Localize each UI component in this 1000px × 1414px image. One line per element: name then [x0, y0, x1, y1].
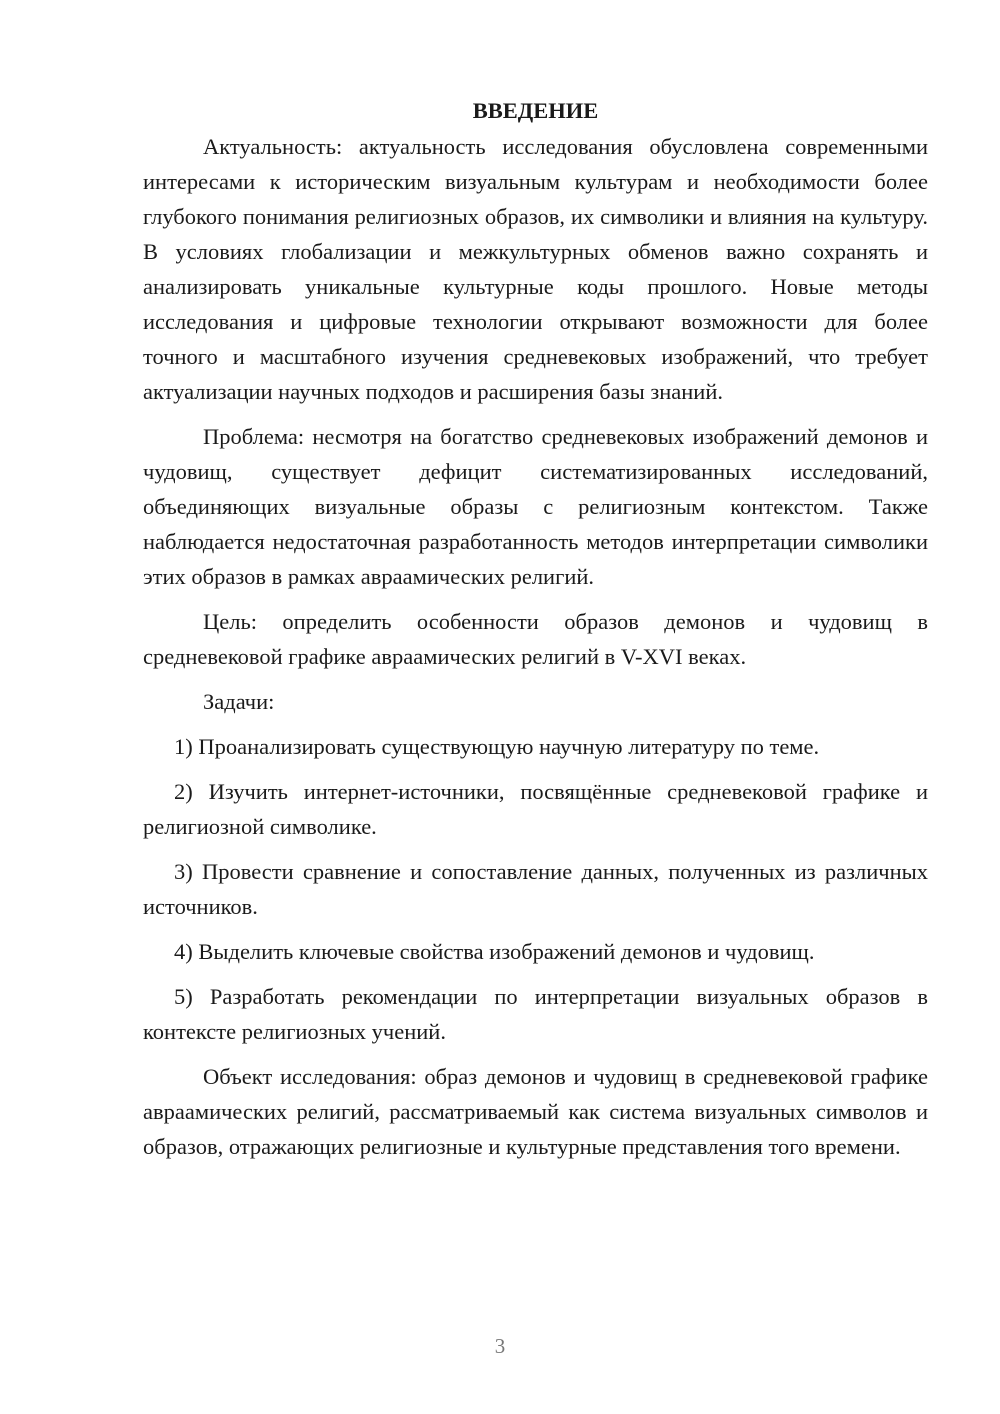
paragraph-object: Объект исследования: образ демонов и чудовищ в средневековой графике авраамических религий, рассматриваемый как система визуальных символов и образов, отражающих религиозные и культурные представления того времени. [143, 1064, 928, 1159]
page-content [143, 93, 928, 1174]
task-item-1: 1) Проанализировать существующую научную литературу по теме. [174, 734, 820, 759]
task-item-4: 4) Выделить ключевые свойства изображений демонов и чудовищ. [174, 939, 815, 964]
paragraph-problem: Проблема: несмотря на богатство средневековых изображений демонов и чудовищ, существует дефицит систематизированных исследований, объединяющих визуальные образы с религиозным контекстом. Также наблюдается недостаточная разработанность методов интерпретации символики этих образов в рамках авраамических религий. [143, 424, 928, 589]
task-item-2: 2) Изучить интернет-источники, посвящённые средневековой графике и религиозной символике. [143, 779, 928, 839]
task-item-3: 3) Провести сравнение и сопоставление данных, полученных из различных источников. [143, 859, 928, 919]
page-number: 3 [494, 1334, 506, 1358]
tasks-heading: Задачи: [203, 689, 275, 714]
task-item-5: 5) Разработать рекомендации по интерпретации визуальных образов в контексте религиозных учений. [143, 984, 928, 1044]
paragraph-relevance: Актуальность: актуальность исследования обусловлена современными интересами к историческим визуальным культурам и необходимости более глубокого понимания религиозных образов, их символики и влияния на культуру. В условиях глобализации и межкультурных обменов важно сохранять и анализировать уникальные культурные коды прошлого. Новые методы исследования и цифровые технологии открывают возможности для более точного и масштабного изучения средневековых изображений, что требует актуализации научных подходов и расширения базы знаний. [143, 134, 928, 404]
page-heading: ВВЕДЕНИЕ [472, 98, 599, 123]
paragraph-goal: Цель: определить особенности образов демонов и чудовищ в средневековой графике авраамических религий в V-XVI веках. [143, 609, 928, 669]
